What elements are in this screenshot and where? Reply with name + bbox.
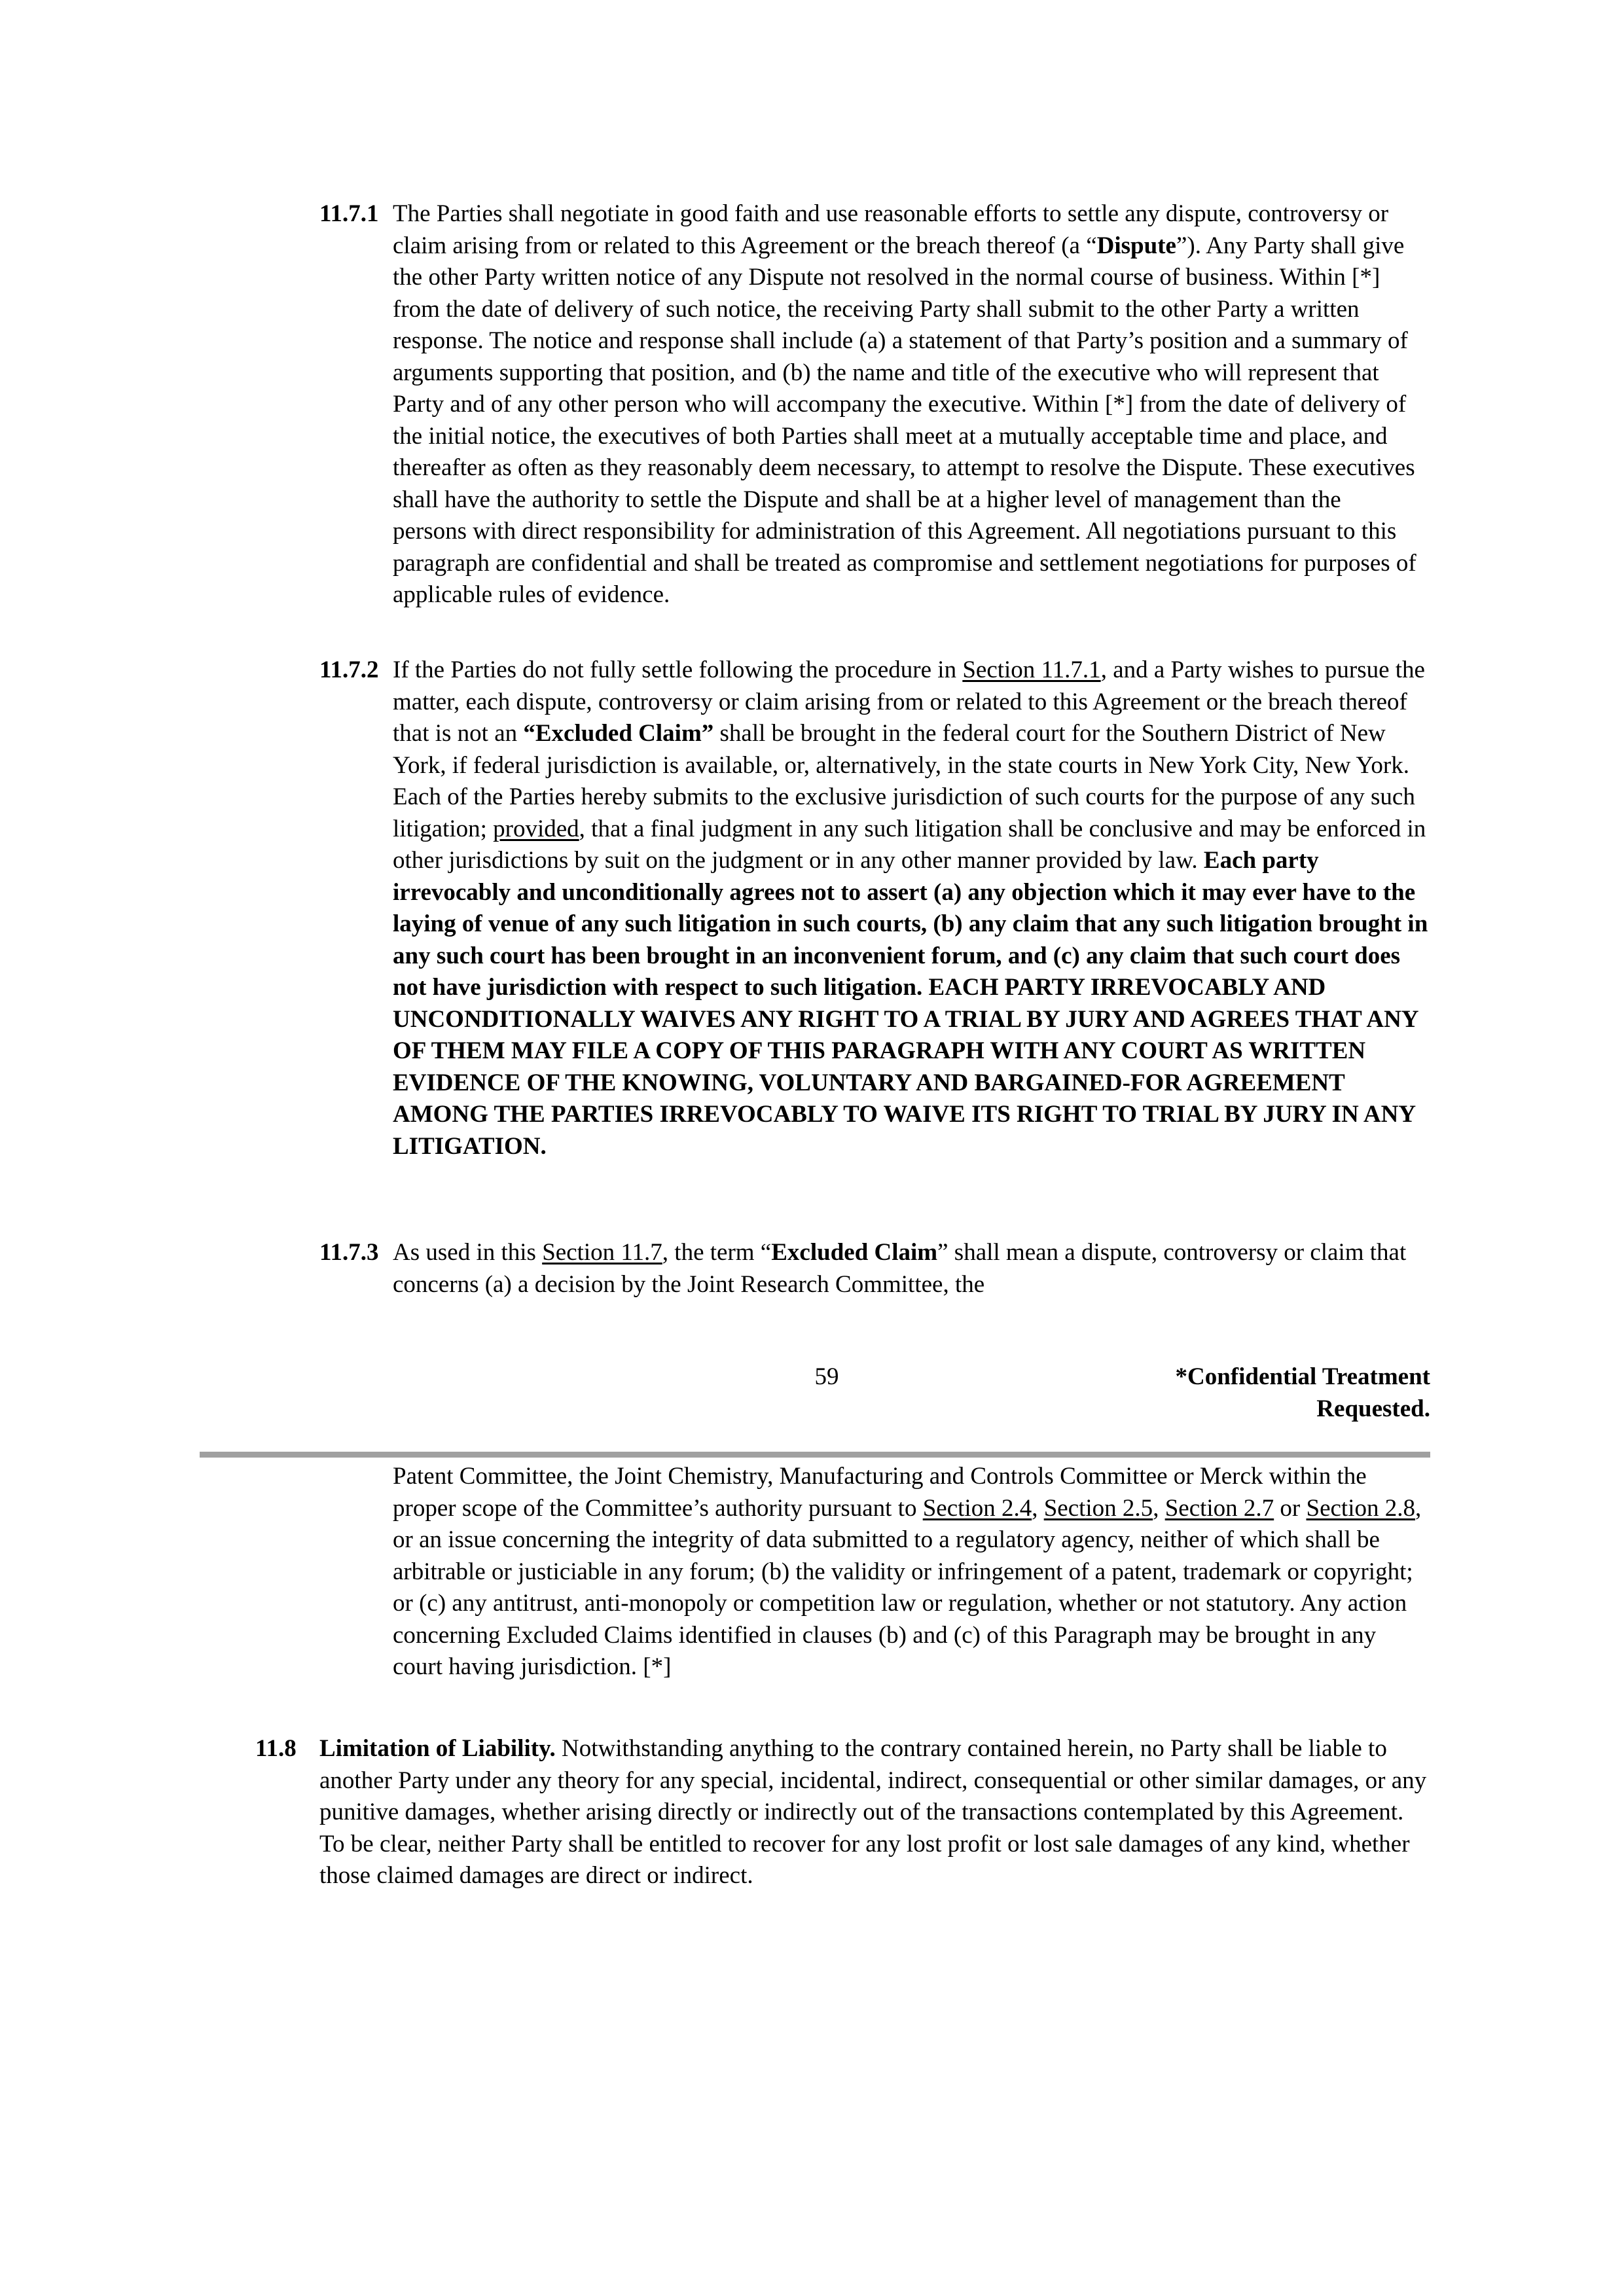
section-11-7-3-continuation: Patent Committee, the Joint Chemistry, Manufacturing and Controls Committee or Merck within the proper scope of the Committee’s authority pursuant to Section 2.4, Section 2.5, Section 2.7 or Section 2.8, or an issue concerning the integrity of data submitted to a regulatory agency, neither of which shall be arbitrable or justiciable in any forum; (b) the validity or infringement of a patent, trademark or copyright; or (c) any antitrust, anti-monopoly or competition law or regulation, whether or not statutory. Any action concerning Excluded Claims identified in clauses (b) and (c) of this Paragraph may be brought in any court having jurisdiction. [*] [393, 1463, 1422, 1680]
section-reference-link[interactable]: Section 2.4 [922, 1494, 1032, 1522]
section-11-7-3-paragraph: As used in this Section 11.7, the term “Excluded Claim” shall mean a dispute, controversy or claim that concerns (a) a decision by the Joint Research Committee, the [393, 1239, 1407, 1298]
section-11-7-2-paragraph: If the Parties do not fully settle following the procedure in Section 11.7.1, and a Party wishes to pursue the matter, each dispute, controversy or claim arising from or related to this Agreement or the breach thereof that is not an “Excluded Claim” shall be brought in the federal court for the Southern District of New York, if federal jurisdiction is available, or, alternatively, in the state courts in New York City, New York. Each of the Parties hereby submits to the exclusive jurisdiction of such courts for the purpose of any such litigation; provided, that a final judgment in any such litigation shall be conclusive and may be enforced in other jurisdictions by suit on the judgment or in any other manner provided by law. Each party irrevocably and unconditionally agrees not to assert (a) any objection which it may ever have to the laying of venue of any such litigation in such courts, (b) any claim that any such litigation brought in any such court has been brought in an inconvenient forum, and (c) any claim that such court does not have jurisdiction with respect to such litigation. EACH PARTY IRREVOCABLY AND UNCONDITIONALLY WAIVES ANY RIGHT TO A TRIAL BY JURY AND AGREES THAT ANY OF THEM MAY FILE A COPY OF THIS PARAGRAPH WITH ANY COURT AS WRITTEN EVIDENCE OF THE KNOWING, VOLUNTARY AND BARGAINED-FOR AGREEMENT AMONG THE PARTIES IRREVOCABLY TO WAIVE ITS RIGHT TO TRIAL BY JURY IN ANY LITIGATION. [393, 656, 1428, 1160]
section-reference-link[interactable]: Section 2.7 [1164, 1494, 1274, 1522]
defined-term-dispute: Dispute [1096, 232, 1176, 259]
defined-term-excluded-claim: “Excluded Claim” [523, 720, 714, 747]
section-11-7-1-paragraph: The Parties shall negotiate in good faith and use reasonable efforts to settle any dispute, controversy or claim arising from or related to this Agreement or the breach thereof (a “Dispute”). Any Party shall give the other Party written notice of any Dispute not resolved in the normal course of business. Within [*] from the date of delivery of such notice, the receiving Party shall submit to the other Party a written response. The notice and response shall include (a) a statement of that Party’s position and a summary of arguments supporting that position, and (b) the name and title of the executive who will represent that Party and of any other person who will accompany the executive. Within [*] from the date of delivery of the initial notice, the executives of both Parties shall meet at a mutually acceptable time and place, and thereafter as often as they reasonably deem necessary, to attempt to resolve the Dispute. These executives shall have the authority to settle the Dispute and shall be at a higher level of management than the persons with direct responsibility for administration of this Agreement. All negotiations pursuant to this paragraph are confidential and shall be treated as compromise and settlement negotiations for purposes of applicable rules of evidence. [393, 200, 1416, 608]
section-reference-link[interactable]: Section 2.8 [1306, 1494, 1415, 1522]
term-provided: provided [493, 815, 579, 842]
jury-waiver-text: Each party irrevocably and unconditionally agrees not to assert (a) any objection which it may ever have to the laying of venue of any such litigation in such courts, (b) any claim that any such litigation brought in any such court has been brought in an inconvenient forum, and (c) any claim that such court does not have jurisdiction with respect to such litigation. EACH PARTY IRREVOCABLY AND UNCONDITIONALLY WAIVES ANY RIGHT TO A TRIAL BY JURY AND AGREES THAT ANY OF THEM MAY FILE A COPY OF THIS PARAGRAPH WITH ANY COURT AS WRITTEN EVIDENCE OF THE KNOWING, VOLUNTARY AND BARGAINED-FOR AGREEMENT AMONG THE PARTIES IRREVOCABLY TO WAIVE ITS RIGHT TO TRIAL BY JURY IN ANY LITIGATION. [393, 847, 1428, 1160]
confidential-treatment-notice: *Confidential Treatment Requested. [1175, 1363, 1430, 1422]
defined-term-excluded-claim: Excluded Claim [771, 1239, 938, 1266]
page-number: 59 [814, 1363, 839, 1390]
section-reference-link[interactable]: Section 11.7.1 [962, 656, 1101, 683]
section-heading-limitation-of-liability: Limitation of Liability. [319, 1735, 556, 1762]
section-number-11-7-1: 11.7.1 [319, 200, 379, 227]
section-reference-link[interactable]: Section 2.5 [1043, 1494, 1153, 1522]
section-11-8-paragraph: Limitation of Liability. Notwithstanding anything to the contrary contained herein, no Party shall be liable to another Party under any theory for any special, incidental, indirect, consequential or other similar damages, or any punitive damages, whether arising directly or indirectly out of the transactions contemplated by this Agreement. To be clear, neither Party shall be entitled to recover for any lost profit or lost sale damages of any kind, whether those claimed damages are direct or indirect. [319, 1735, 1427, 1889]
section-number-11-8: 11.8 [255, 1735, 297, 1762]
section-number-11-7-3: 11.7.3 [319, 1239, 379, 1266]
section-reference-link[interactable]: Section 11.7 [542, 1239, 662, 1266]
section-number-11-7-2: 11.7.2 [319, 656, 379, 683]
page-divider [200, 1452, 1430, 1458]
